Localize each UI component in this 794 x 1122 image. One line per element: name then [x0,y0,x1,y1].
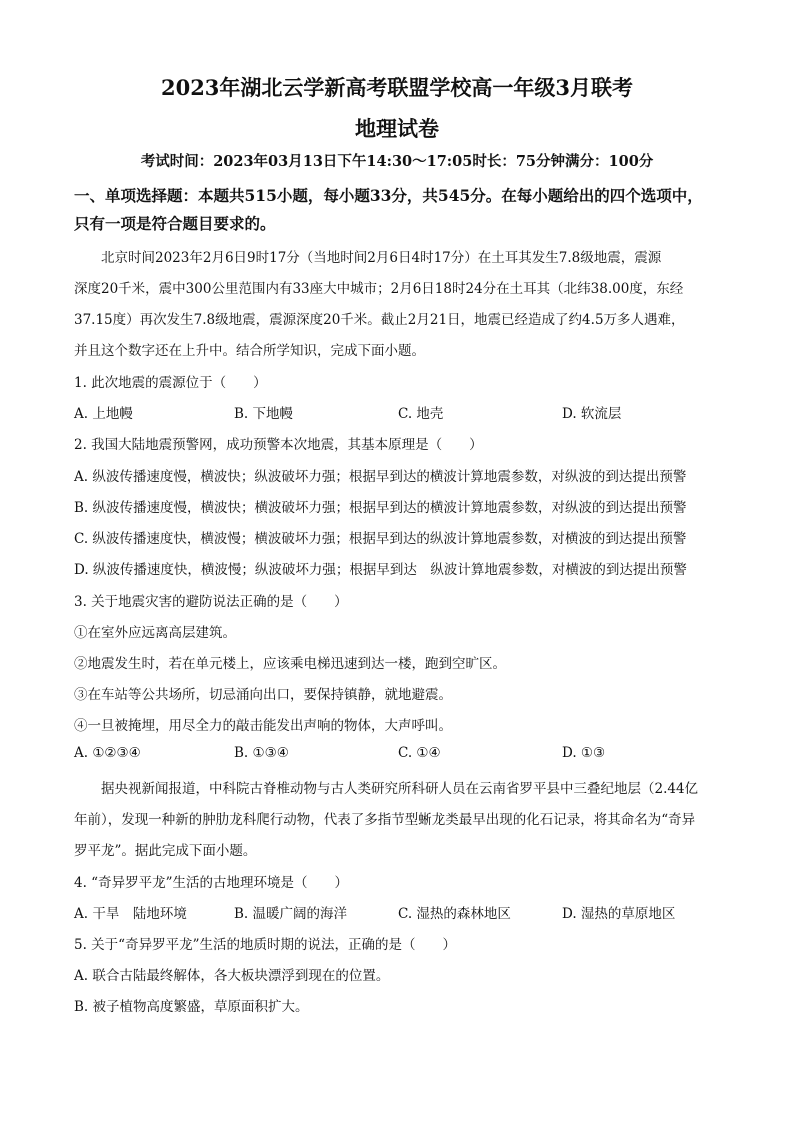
q1-option-a: A. 上地幔 [74,406,133,422]
q4-option-d: D. 湿热的草原地区 [562,906,676,922]
q2-option-b: B. 纵波传播速度慢，横波快；横波破坏力强；根据早到达的横波计算地震参数，对纵波的到达提出预警 [74,500,687,516]
q3-item-1: ①在室外应远离高层建筑。 [74,625,236,641]
q3-option-a: A. ①②③④ [74,745,141,761]
q1-option-c: C. 地壳 [398,406,444,422]
exam-info: 考试时间：2023年03月13日下午14:30～17:05时长：75分钟满分：100分 [140,153,654,170]
q4-option-c: C. 湿热的森林地区 [398,906,511,922]
passage2-line-2: 年前），发现一种新的肿肋龙科爬行动物，代表了多指节型蜥龙类最早出现的化石记录，将其命名为“奇异 [74,812,696,828]
passage2-line-1: 据央视新闻报道，中科院古脊椎动物与古人类研究所科研人员在云南省罗平县中三叠纪地层（2.44亿 [101,781,699,797]
section-heading-line-1: 一、单项选择题：本题共515小题，每小题33分，共545分。在每小题给出的四个选项中， [74,186,703,205]
q4-option-b: B. 温暖广阔的海洋 [234,906,348,922]
q3-options [74,745,734,765]
q5-stem: 5. 关于“奇异罗平龙”生活的地质时期的说法，正确的是（ ） [74,937,456,953]
q4-stem: 4. “奇异罗平龙”生活的古地理环境是（ ） [74,875,348,891]
exam-title: 2023年湖北云学新高考联盟学校高一年级3月联考 [160,75,634,100]
q5-option-a: A. 联合古陆最终解体，各大板块漂浮到现在的位置。 [74,968,390,984]
subject-title: 地理试卷 [355,116,439,141]
q1-stem: 1. 此次地震的震源位于（ ） [74,375,267,391]
q2-stem: 2. 我国大陆地震预警网，成功预警本次地震，其基本原理是（ ） [74,437,483,453]
passage1-line-1: 北京时间2023年2月6日9时17分（当地时间2月6日4时17分）在土耳其发生7.8级地震，震源 [101,250,662,266]
q2-option-c: C. 纵波传播速度快，横波慢；横波破坏力强；根据早到达的纵波计算地震参数，对横波的到达提出预警 [74,531,687,547]
q3-option-d: D. ①③ [562,745,606,761]
q5-option-b: B. 被子植物高度繁盛，草原面积扩大。 [74,999,309,1015]
q1-option-d: D. 软流层 [562,406,622,422]
q3-stem: 3. 关于地震灾害的避防说法正确的是（ ） [74,594,348,610]
passage1-line-2: 深度20千米，震中300公里范围内有33座大中城市；2月6日18时24分在土耳其（北纬38.00度，东经 [74,281,684,297]
q3-item-3: ③在车站等公共场所，切忌涌向出口，要保持镇静，就地避震。 [74,687,452,703]
q2-option-d: D. 纵波传播速度快，横波慢；纵波破坏力强；根据早到达 纵波计算地震参数，对横波的到达提出预警 [74,562,687,578]
q4-options [74,902,734,922]
section-heading-line-2: 只有一项是符合题目要求的。 [74,214,276,233]
q3-item-2: ②地震发生时，若在单元楼上，应该乘电梯迅速到达一楼，跑到空旷区。 [74,656,506,672]
passage2-line-3: 罗平龙”。据此完成下面小题。 [74,843,257,859]
q3-option-c: C. ①④ [398,745,441,761]
q3-option-b: B. ①③④ [234,745,289,761]
q1-option-b: B. 下地幔 [234,406,294,422]
q1-options [74,402,734,422]
q3-item-4: ④一旦被掩埋，用尽全力的敲击能发出声响的物体，大声呼叫。 [74,718,452,734]
q2-option-a: A. 纵波传播速度慢，横波快；纵波破坏力强；根据早到达的横波计算地震参数，对纵波的到达提出预警 [74,469,687,485]
passage1-line-3: 37.15度）再次发生7.8级地震，震源深度20千米。截止2月21日，地震已经造成了约4.5万多人遇难， [74,312,685,328]
passage1-line-4: 并且这个数字还在上升中。结合所学知识，完成下面小题。 [74,343,425,359]
q4-option-a: A. 干旱 陆地环境 [74,906,187,922]
